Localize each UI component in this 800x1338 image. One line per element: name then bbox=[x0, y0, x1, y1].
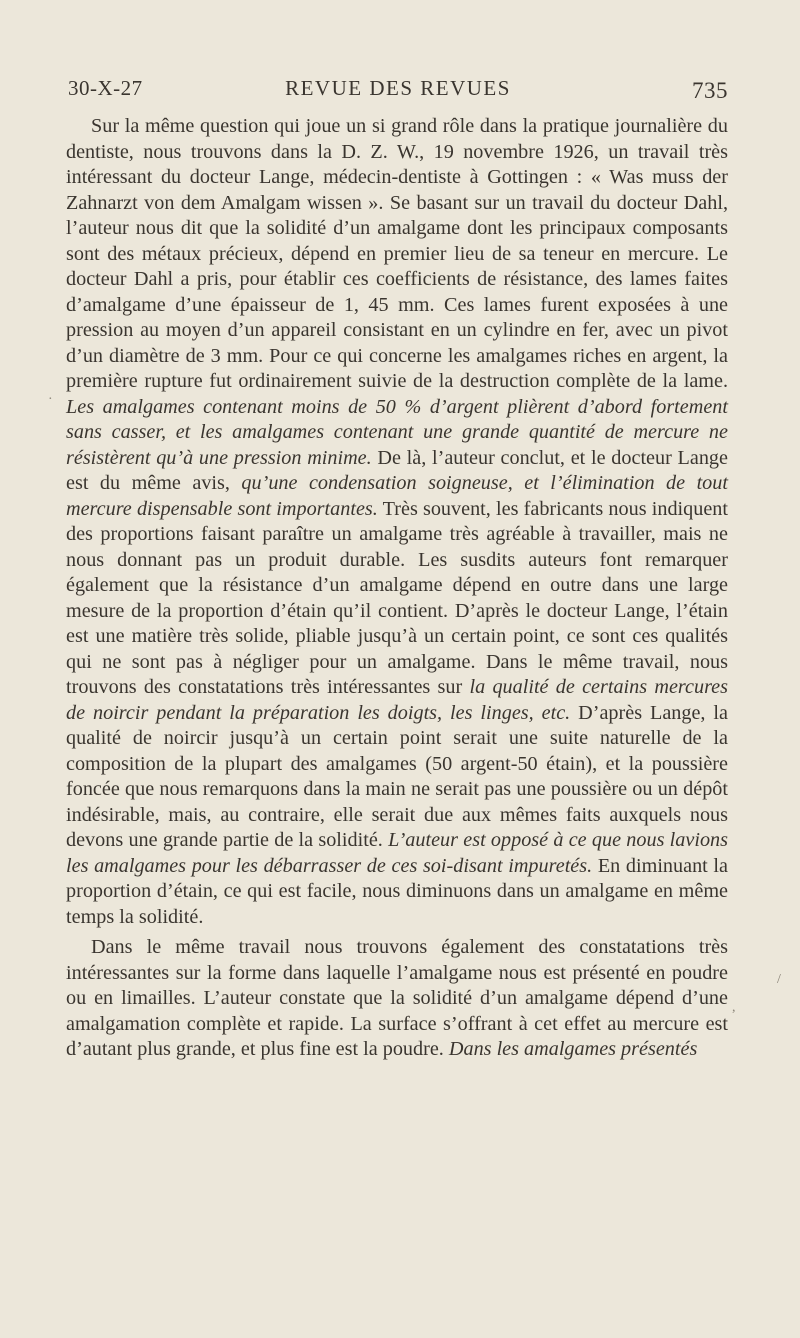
italic-text-run: Les amalgames contenant moins de 50 % d’argent plièrent d’abord fortement sans casser, et les amalgames contenant une grande quantité de mercure ne résistèrent qu’à une pression minime. bbox=[66, 395, 728, 469]
italic-text-run: Dans les amalgames présentés bbox=[448, 1038, 698, 1060]
paragraph bbox=[66, 114, 728, 930]
margin-comma-icon: , bbox=[732, 1000, 736, 1015]
article-body bbox=[66, 114, 728, 1063]
text-run: Très souvent, les fabricants nous indiquent des proportions faisant paraître un amalgame très agréable à travailler, mais ne nous donnant pas un produit durable. Les susdits auteurs font remarquer également que la résistance d’un amalgame dépend en outre dans une large mesure de la proportion d’étain qu’il contient. D’après le docteur Lange, l’étain est une matière très solide, pliable jusqu’à un certain point, ce sont ces qualités qui ne sont pas à négliger pour un amalgame. Dans le même travail, nous trouvons des constatations très intéressantes sur bbox=[66, 497, 728, 698]
text-run: Sur la même question qui joue un si grand rôle dans la pratique journalière du dentiste, nous trouvons dans la D. Z. W., 19 novembre 1926, un travail très intéressant du docteur Lange, médecin-dentiste à Gottingen : « Was muss der Zahnarzt von dem Amalgam wissen ». Se basant sur un travail du docteur Dahl, l’auteur nous dit que la solidité d’un amalgame dont les principaux composants sont des métaux précieux, dépend en premier lieu de sa teneur en mercure. Le docteur Dahl a pris, pour établir ces coefficients de résistance, des lames faites d’amalgame d’une épaisseur de 1, 45 mm. Ces lames furent exposées à une pression au moyen d’un appareil consistant en un cylindre en fer, avec un pivot d’un diamètre de 3 mm. Pour ce qui concerne les amalgames riches en argent, la première rupture fut ordinairement suivie de la destruction complète de la lame. bbox=[66, 115, 728, 392]
text-run: D’après Lange, la qualité de noircir jusqu’à un certain point serait une suite naturelle de la composition de la plupart des amalgames (50 argent-50 étain), et la poussière foncée que nous remarquons dans la main ne serait pas une poussière ou un dépôt indésirable, mais, au contraire, elle serait due aux mêmes faits auxquels nous devons une grande partie de la solidité. bbox=[66, 701, 728, 851]
margin-dot-icon: · bbox=[48, 392, 53, 407]
header-journal-title: REVUE DES REVUES bbox=[285, 76, 511, 100]
margin-tick-icon: / bbox=[777, 972, 781, 987]
text-run: De là, l’auteur conclut, et le docteur Lange est du même avis, bbox=[66, 446, 728, 494]
running-header bbox=[68, 76, 728, 106]
paragraph bbox=[66, 935, 728, 1063]
italic-text-run: L’auteur est opposé à ce que nous lavions les amalgames pour les débarrasser de ces soi-disant impuretés. bbox=[66, 829, 728, 877]
italic-text-run: la qualité de certains mercures de noircir pendant la préparation les doigts, les linges, etc. bbox=[66, 676, 728, 724]
page-number: 735 bbox=[692, 78, 728, 103]
text-run: En diminuant la proportion d’étain, ce qui est facile, nous diminuons dans un amalgame en même temps la solidité. bbox=[66, 854, 729, 928]
header-date: 30-X-27 bbox=[68, 76, 143, 100]
text-run: Dans le même travail nous trouvons également des constatations très intéressantes sur la forme dans laquelle l’amalgame nous est présenté en poudre ou en limailles. L’auteur constate que la solidité d’un amalgame dépend d’une amalgamation complète et rapide. La surface s’offrant à cet effet au mercure est d’autant plus grande, et plus fine est la poudre. bbox=[66, 936, 728, 1060]
italic-text-run: qu’une condensation soigneuse, et l’élimination de tout mercure dispensable sont importantes. bbox=[66, 472, 728, 520]
